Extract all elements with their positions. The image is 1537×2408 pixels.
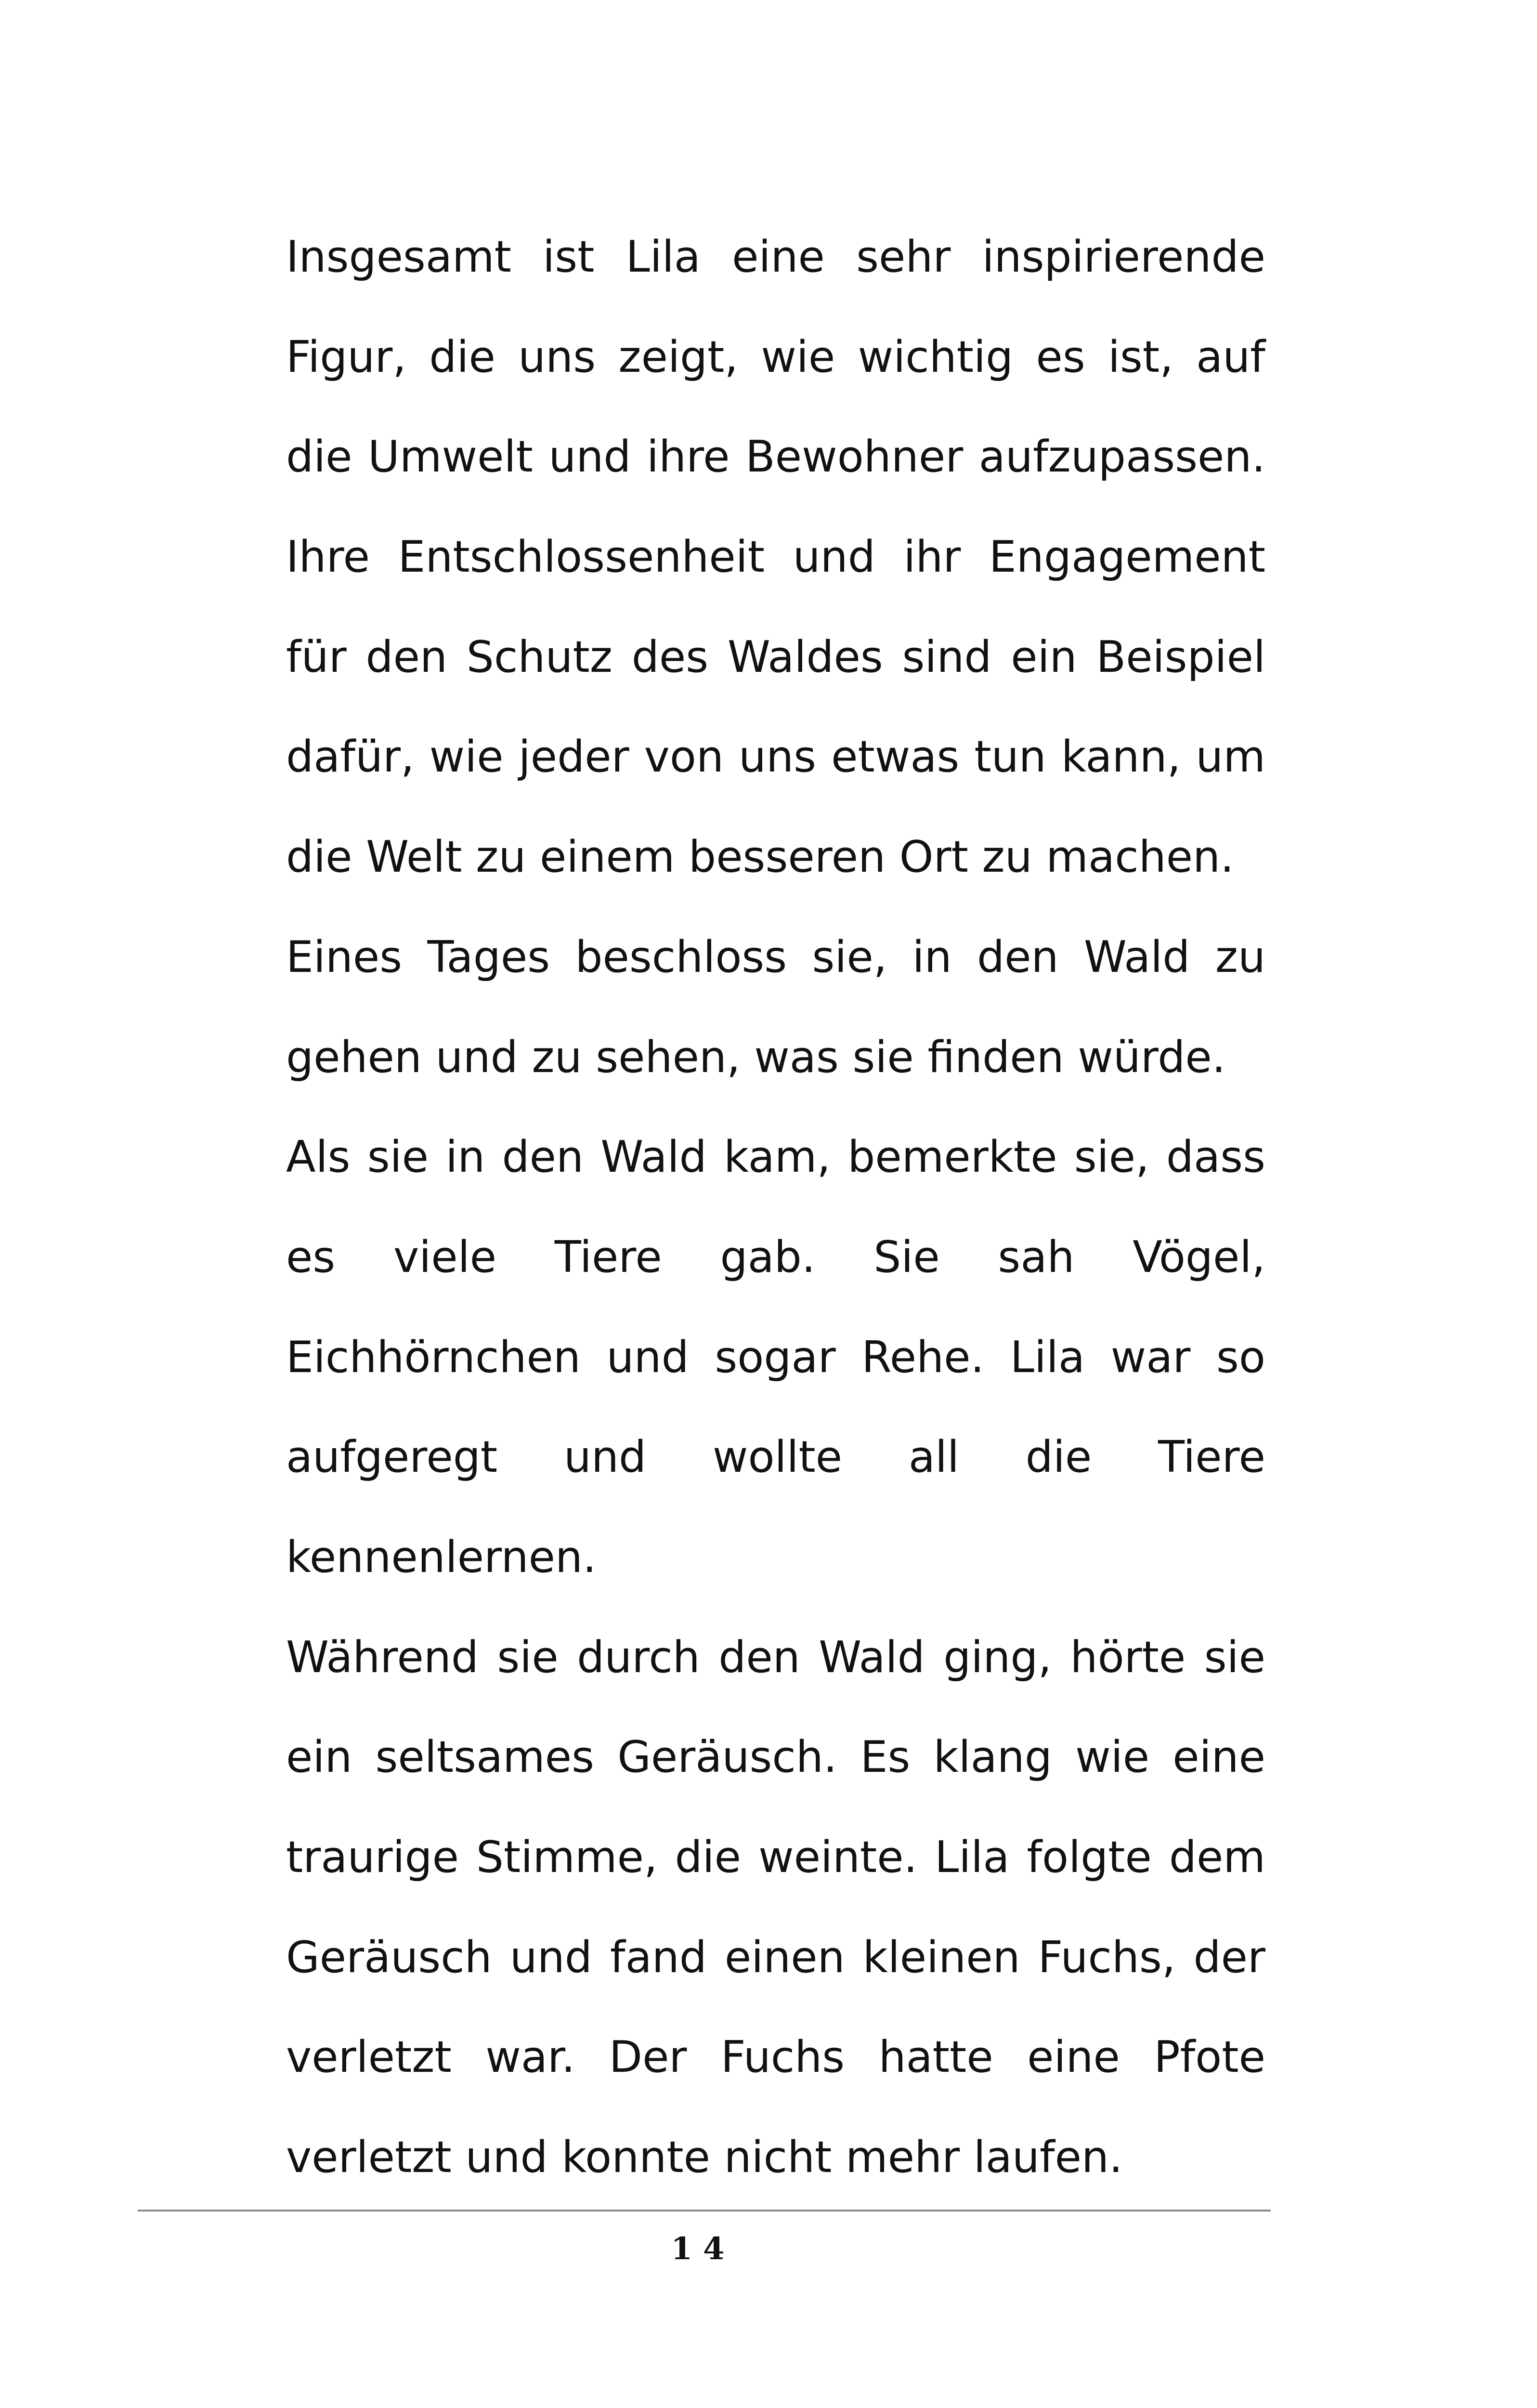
text-line: verletzt war. Der Fuchs hatte eine Pfote — [286, 2032, 1265, 2083]
text-line: kennenlernen. — [286, 1531, 597, 1583]
footer-divider — [138, 2210, 1271, 2212]
text-line: die Umwelt und ihre Bewohner aufzupassen. — [286, 432, 1265, 483]
text-line: Insgesamt ist Lila eine sehr inspirierende — [286, 232, 1265, 282]
text-line: Geräusch und fand einen kleinen Fuchs, der — [286, 1932, 1265, 1983]
text-line: gehen und zu sehen, was sie finden würde. — [286, 1032, 1226, 1083]
text-line: die Welt zu einem besseren Ort zu machen. — [286, 832, 1234, 883]
text-line: es viele Tiere gab. Sie sah Vögel, — [286, 1231, 1265, 1283]
text-line: Während sie durch den Wald ging, hörte sie — [286, 1632, 1265, 1683]
text-line: verletzt und konnte nicht mehr laufen. — [286, 2132, 1123, 2183]
text-line: Figur, die uns zeigt, wie wichtig es ist, auf — [286, 331, 1265, 382]
body-text — [286, 207, 1265, 2208]
text-line: Ihre Entschlossenheit und ihr Engagement — [286, 532, 1265, 583]
text-line: ein seltsames Geräusch. Es klang wie eine — [286, 1732, 1265, 1783]
text-line: Eines Tages beschloss sie, in den Wald zu — [286, 931, 1265, 982]
text-line: für den Schutz des Waldes sind ein Beispiel — [286, 631, 1265, 682]
text-line: traurige Stimme, die weinte. Lila folgte dem — [286, 1832, 1265, 1883]
text-line: Als sie in den Wald kam, bemerkte sie, dass — [286, 1132, 1265, 1183]
text-line: dafür, wie jeder von uns etwas tun kann, um — [286, 732, 1265, 783]
page-number: 14 — [671, 2231, 735, 2267]
text-line: Eichhörnchen und sogar Rehe. Lila war so — [286, 1332, 1265, 1383]
text-line: aufgeregt und wollte all die Tiere — [286, 1432, 1265, 1483]
